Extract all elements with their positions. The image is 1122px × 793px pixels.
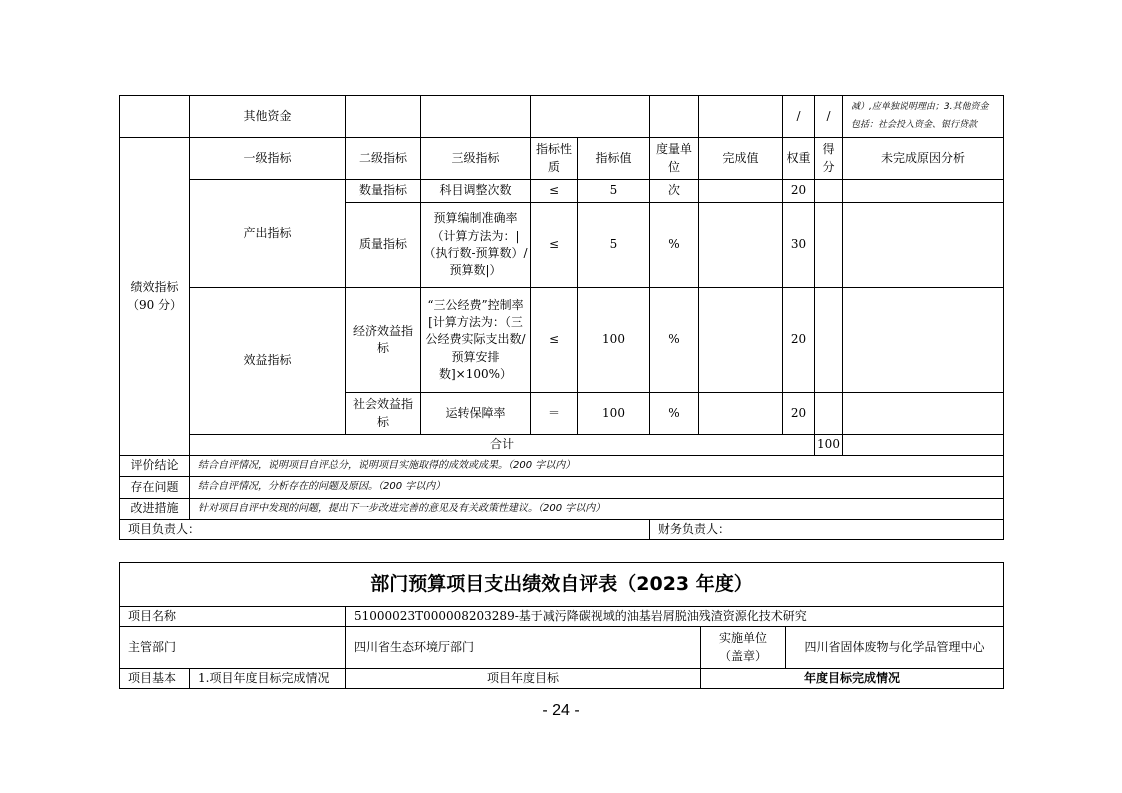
row-unit: 次: [650, 180, 699, 203]
annual-goal-label: 项目年度目标: [346, 669, 701, 689]
header-level2: 二级指标: [346, 138, 421, 180]
finance-signature-field: 财务负责人：: [650, 520, 1004, 540]
row-nature: ＝: [531, 393, 578, 435]
dept-label: 主管部门: [120, 627, 346, 669]
impl-unit-value: 四川省固体废物与化学品管理中心: [786, 627, 1004, 669]
header-reason: 未完成原因分析: [843, 138, 1004, 180]
benefit-indicator-label: 效益指标: [190, 288, 346, 435]
row-value: 5: [578, 180, 650, 203]
row-level3: 科目调整次数: [421, 180, 531, 203]
row-weight: 20: [783, 393, 815, 435]
row-unit: %: [650, 393, 699, 435]
header-weight: 权重: [783, 138, 815, 180]
header-level1: 一级指标: [190, 138, 346, 180]
output-indicator-label: 产出指标: [190, 180, 346, 288]
slash-cell: /: [815, 96, 843, 138]
self-evaluation-table: [119, 562, 1004, 689]
total-weight: 100: [815, 435, 843, 456]
row-nature: ≤: [531, 288, 578, 393]
row-value: 5: [578, 203, 650, 288]
perf-indicator-label: 绩效指标 （90 分）: [120, 138, 190, 456]
row-level2: 经济效益指标: [346, 288, 421, 393]
row-unit: %: [650, 203, 699, 288]
row-unit: %: [650, 288, 699, 393]
row-level3: “三公经费”控制率[计算方法为：（三公经费实际支出数/预算安排数]×100%）: [421, 288, 531, 393]
header-complete: 完成值: [699, 138, 783, 180]
row-value: 100: [578, 288, 650, 393]
row-nature: ≤: [531, 180, 578, 203]
goal-completion-label: 1.项目年度目标完成情况: [190, 669, 346, 689]
row-weight: 30: [783, 203, 815, 288]
slash-cell: /: [783, 96, 815, 138]
improve-note: 针对项目自评中发现的问题，提出下一步改进完善的意见及有关政策性建议。（200 字以内）: [190, 499, 1004, 520]
project-name-value: 51000023T000008203289-基于减污降碳视域的油基岩屑脱油残渣资源化技术研究: [346, 607, 1004, 627]
impl-unit-label: 实施单位 （盖章）: [701, 627, 786, 669]
blank-cell: [120, 96, 190, 138]
row-value: 100: [578, 393, 650, 435]
row-level3: 运转保障率: [421, 393, 531, 435]
improve-label: 改进措施: [120, 499, 190, 520]
eval-label: 评价结论: [120, 456, 190, 477]
header-value: 指标值: [578, 138, 650, 180]
row-level3: 预算编制准确率（计算方法为：|（执行数-预算数）/预算数|）: [421, 203, 531, 288]
problem-note: 结合自评情况，分析存在的问题及原因。（200 字以内）: [190, 477, 1004, 499]
performance-table: [119, 95, 1004, 540]
annual-goal-done-label: 年度目标完成情况: [701, 669, 1004, 689]
problem-label: 存在问题: [120, 477, 190, 499]
row-weight: 20: [783, 288, 815, 393]
row-nature: ≤: [531, 203, 578, 288]
funds-note: 减）,应单独说明理由；3.其他资金 包括：社会投入资金、银行贷款: [843, 96, 1004, 138]
other-funds-label: 其他资金: [190, 96, 346, 138]
owner-signature-field: 项目负责人：: [120, 520, 650, 540]
basic-label: 项目基本: [120, 669, 190, 689]
project-name-label: 项目名称: [120, 607, 346, 627]
page-number: - 24 -: [542, 702, 580, 719]
row-level2: 社会效益指标: [346, 393, 421, 435]
row-level2: 数量指标: [346, 180, 421, 203]
header-unit: 度量单位: [650, 138, 699, 180]
total-label: 合计: [190, 435, 815, 456]
row-level2: 质量指标: [346, 203, 421, 288]
dept-value: 四川省生态环境厅部门: [346, 627, 701, 669]
header-level3: 三级指标: [421, 138, 531, 180]
row-weight: 20: [783, 180, 815, 203]
form-title: 部门预算项目支出绩效自评表（2023 年度）: [120, 563, 1004, 607]
eval-note: 结合自评情况，说明项目自评总分，说明项目实施取得的成效或成果。（200 字以内）: [190, 456, 1004, 477]
header-score: 得分: [815, 138, 843, 180]
header-nature: 指标性质: [531, 138, 578, 180]
